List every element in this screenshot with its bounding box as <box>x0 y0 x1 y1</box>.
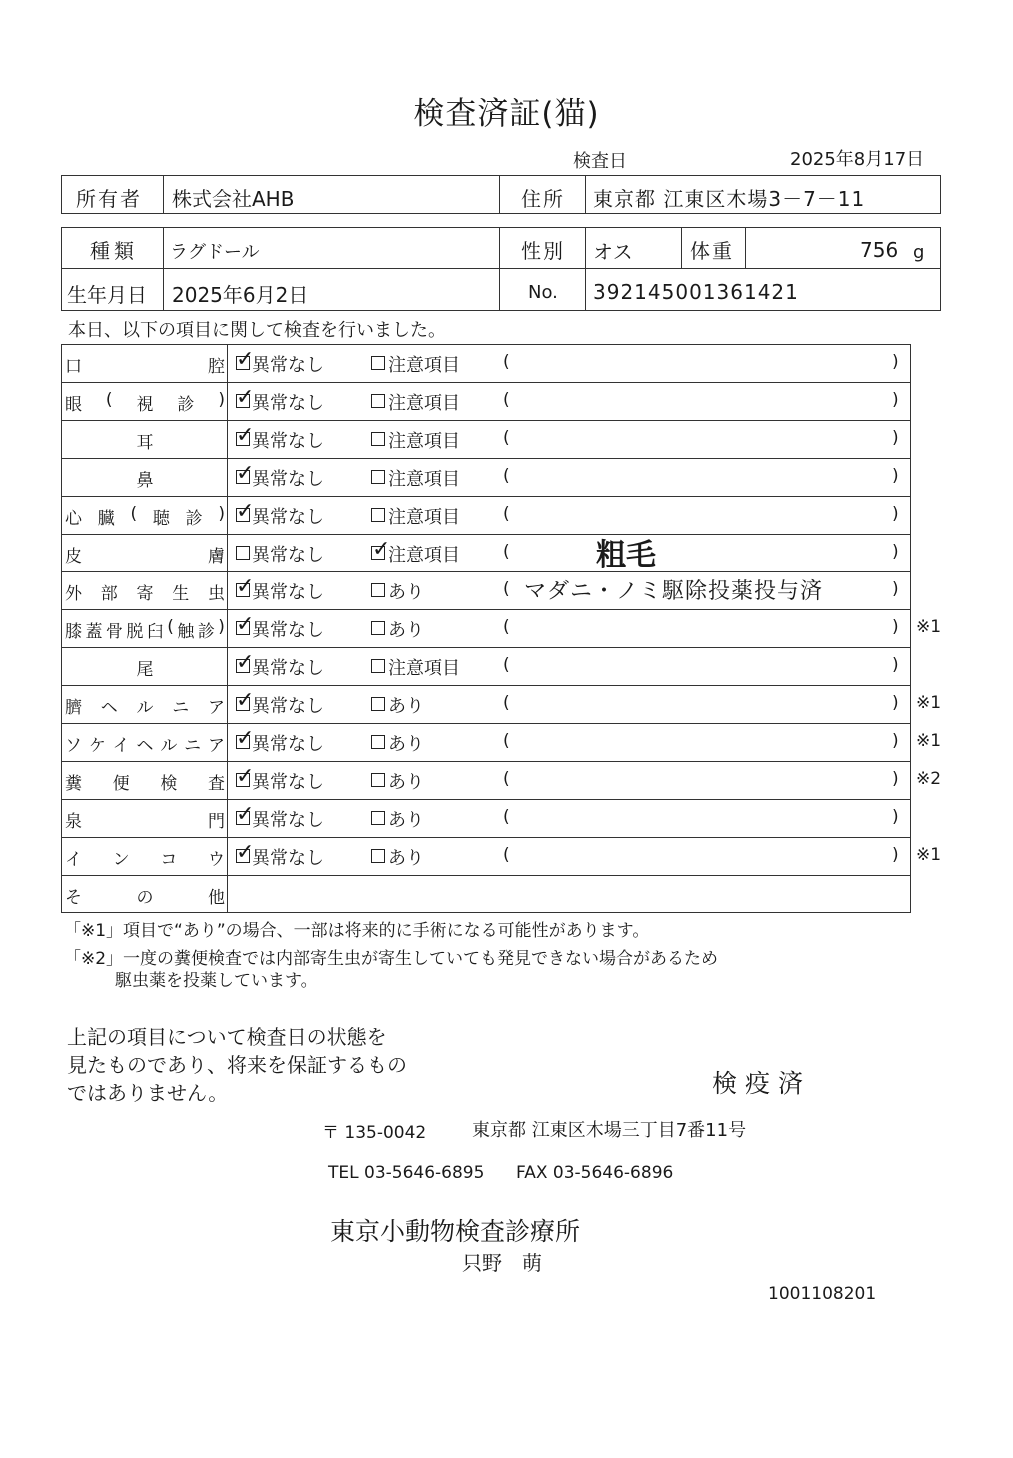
row-label <box>65 466 225 491</box>
paren-open: ( <box>503 465 510 486</box>
row-divider <box>61 420 911 421</box>
label-char: ル <box>160 736 178 756</box>
check-mark-icon: ✓ <box>236 612 255 638</box>
check-mark-icon: ✓ <box>236 763 255 789</box>
row-label-text: 鼻 <box>136 470 154 491</box>
row-divider <box>61 799 911 800</box>
check-mark-icon: ✓ <box>236 688 255 714</box>
label-char: 泉 <box>65 811 82 832</box>
ok-option-label: 異常なし <box>252 506 324 528</box>
label-char: ル <box>136 698 154 719</box>
label-char: ン <box>112 849 130 870</box>
disclaimer-line-3: ではありません。 <box>67 1081 229 1105</box>
label-char: 骨 <box>105 622 123 643</box>
label-char: 他 <box>208 887 225 908</box>
row-label-text <box>65 352 225 377</box>
row-label-text: 耳 <box>136 432 154 453</box>
label-char: ニ <box>172 698 190 719</box>
label-char: コ <box>160 849 178 870</box>
check-mark-icon: ✓ <box>236 574 255 600</box>
clinic-name: 東京小動物検査診療所 <box>330 1217 581 1246</box>
row-label-text <box>65 579 225 604</box>
check-mark-icon: ✓ <box>372 536 391 562</box>
label-char: 口 <box>65 357 82 377</box>
check-mark-icon: ✓ <box>236 650 255 676</box>
alt-option-label: あり <box>388 771 424 793</box>
paren-close: ) <box>892 541 899 562</box>
label-char: 触 <box>177 622 195 643</box>
quarantine-stamp: 検疫済 <box>712 1069 812 1098</box>
paren-close: ) <box>892 503 899 524</box>
label-char: 臼 <box>146 622 164 643</box>
row-label-text <box>65 390 225 415</box>
ok-option-label: 異常なし <box>252 696 324 718</box>
row-divider <box>61 761 911 762</box>
row-divider <box>61 875 911 876</box>
footnote-mark: ※1 <box>916 731 942 751</box>
label-char: ) <box>218 503 225 524</box>
breed-value: ラグドール <box>170 242 260 263</box>
label-char: 診 <box>185 508 203 529</box>
sex-value: オス <box>593 240 633 264</box>
row-divider <box>61 723 911 724</box>
alt-checkbox[interactable] <box>371 583 385 597</box>
label-char: ソ <box>65 736 82 756</box>
owner-value: 株式会社AHB <box>172 187 295 211</box>
label-char: 部 <box>100 584 118 605</box>
fax: FAX 03-5646-6896 <box>516 1163 674 1183</box>
row-divider <box>61 609 911 610</box>
check-mark-icon: ✓ <box>236 839 255 865</box>
alt-checkbox[interactable] <box>371 432 385 446</box>
alt-checkbox[interactable] <box>371 849 385 863</box>
paren-close: ) <box>892 655 899 676</box>
label-char: ニ <box>184 736 202 756</box>
label-char: イ <box>65 849 82 870</box>
paren-open: ( <box>503 806 510 827</box>
paren-close: ) <box>892 693 899 714</box>
ok-option-label: 異常なし <box>252 468 324 490</box>
footnote-mark: ※1 <box>916 617 942 638</box>
footnote-mark: ※1 <box>916 693 942 714</box>
paren-close: ) <box>892 617 899 638</box>
check-mark-icon: ✓ <box>236 498 255 524</box>
ok-option-label: 異常なし <box>252 809 324 831</box>
no-label: No. <box>528 282 558 303</box>
label-char: 外 <box>65 584 82 605</box>
divider <box>163 175 164 214</box>
row-label-text <box>65 504 225 529</box>
ok-option-label: 異常なし <box>252 658 324 680</box>
label-char: ) <box>218 389 225 410</box>
footnote-2-line-2: 駆虫薬を投薬しています。 <box>115 971 318 991</box>
sex-label: 性別 <box>521 239 565 263</box>
footnote-2-line-1: 「※2」一度の糞便検査では内部寄生虫が寄生していても発見できない場合があるため <box>64 949 719 969</box>
label-char: ( <box>130 503 138 524</box>
paren-open: ( <box>503 352 510 372</box>
paren-close: ) <box>892 768 899 789</box>
breed-label: 種類 <box>90 239 138 263</box>
alt-checkbox[interactable] <box>371 621 385 635</box>
row-divider <box>61 685 911 686</box>
alt-checkbox[interactable] <box>371 773 385 787</box>
row-divider <box>61 496 911 497</box>
paren-close: ) <box>892 731 899 751</box>
note-text: マダニ・ノミ駆除投薬投与済 <box>524 579 824 605</box>
label-char: 診 <box>197 622 215 643</box>
label-char: ヘ <box>100 698 118 719</box>
alt-option-label: 注意項目 <box>388 430 460 452</box>
postal-code: 〒 135-0042 <box>322 1123 427 1143</box>
label-char: 検 <box>160 773 178 794</box>
address-value: 東京都 江東区木場3－7－11 <box>593 187 866 211</box>
alt-option-label: あり <box>388 582 424 604</box>
ok-option-label: 異常なし <box>252 771 324 793</box>
birth-label: 生年月日 <box>67 283 147 307</box>
check-mark-icon: ✓ <box>236 384 255 410</box>
paren-open: ( <box>503 579 510 600</box>
alt-option-label: あり <box>388 696 424 718</box>
alt-checkbox[interactable] <box>371 470 385 484</box>
ok-option-label: 異常なし <box>252 392 324 414</box>
label-char: 臍 <box>65 698 82 719</box>
paren-open: ( <box>503 731 510 751</box>
doctor-name: 只野 萌 <box>462 1251 542 1275</box>
paren-close: ) <box>892 465 899 486</box>
footnote-mark: ※2 <box>916 768 942 789</box>
label-char: 診 <box>177 394 195 415</box>
tel: TEL 03-5646-6895 <box>328 1163 485 1183</box>
check-mark-icon: ✓ <box>236 726 255 751</box>
inspection-date: 2025年8月17日 <box>790 149 925 170</box>
page-title: 検査済証(猫) <box>413 96 600 132</box>
row-divider <box>61 534 911 535</box>
divider <box>499 175 500 214</box>
alt-option-label: あり <box>388 847 424 869</box>
label-char: 糞 <box>65 773 82 794</box>
label-char: 聴 <box>152 508 170 529</box>
ok-option-label: 異常なし <box>252 620 324 642</box>
intro-text: 本日、以下の項目に関して検査を行いました。 <box>68 320 446 341</box>
label-char: ) <box>218 617 225 638</box>
divider <box>585 175 586 214</box>
inspection-date-label: 検査日 <box>573 151 627 172</box>
alt-checkbox[interactable] <box>371 394 385 408</box>
divider <box>745 227 746 269</box>
alt-checkbox[interactable] <box>371 508 385 522</box>
alt-option-label: 注意項目 <box>388 658 460 680</box>
label-divider <box>227 344 228 913</box>
label-char: 査 <box>207 773 225 794</box>
row-label-text: 尾 <box>136 660 154 681</box>
row-label-text <box>65 883 225 908</box>
divider <box>681 227 682 269</box>
row-label-text <box>65 693 225 718</box>
divider <box>163 227 164 311</box>
footnote-1: 「※1」項目で“あり”の場合、一部は将来的に手術になる可能性があります。 <box>64 921 650 941</box>
alt-option-label: 注意項目 <box>388 506 460 528</box>
weight-unit: g <box>913 242 925 263</box>
label-char: 便 <box>112 773 130 794</box>
birth-value: 2025年6月2日 <box>172 283 309 307</box>
ok-checkbox[interactable] <box>236 546 250 560</box>
owner-label: 所有者 <box>76 187 142 211</box>
paren-open: ( <box>503 768 510 789</box>
row-divider <box>61 458 911 459</box>
alt-checkbox[interactable] <box>371 811 385 825</box>
paren-open: ( <box>503 844 510 865</box>
label-char: そ <box>65 887 82 908</box>
label-char: 脱 <box>126 622 144 643</box>
label-char: イ <box>112 736 130 756</box>
ok-option-label: 異常なし <box>252 544 324 566</box>
paren-close: ) <box>892 352 899 372</box>
alt-checkbox[interactable] <box>371 735 385 749</box>
label-char: ヘ <box>136 736 154 756</box>
label-char: 寄 <box>136 584 154 605</box>
paren-close: ) <box>892 844 899 865</box>
paren-open: ( <box>503 541 510 562</box>
check-mark-icon: ✓ <box>236 422 255 448</box>
weight-value: 756 <box>860 238 899 262</box>
label-char: 心 <box>65 508 82 529</box>
row-label <box>65 428 225 453</box>
no-value: 392145001361421 <box>593 280 799 304</box>
row-divider <box>61 382 911 383</box>
label-char: の <box>136 887 154 908</box>
row-label-text <box>65 731 225 756</box>
divider <box>499 227 500 311</box>
label-char: 虫 <box>208 584 225 605</box>
label-char: 膚 <box>208 546 225 567</box>
label-char: 皮 <box>65 546 82 567</box>
label-char: ( <box>105 389 113 410</box>
label-char: 眼 <box>65 394 82 415</box>
alt-option-label: 注意項目 <box>388 544 460 566</box>
footnote-mark: ※1 <box>916 844 942 865</box>
row-divider <box>61 837 911 838</box>
label-char: ア <box>208 698 225 719</box>
paren-open: ( <box>503 503 510 524</box>
handwritten-note: 粗毛 <box>596 537 656 573</box>
paren-close: ) <box>892 579 899 600</box>
paren-close: ) <box>892 389 899 410</box>
row-divider <box>61 647 911 648</box>
paren-close: ) <box>892 806 899 827</box>
row-divider <box>61 571 911 572</box>
paren-open: ( <box>503 389 510 410</box>
document-number: 1001108201 <box>768 1284 877 1304</box>
label-char: 蓋 <box>85 622 103 643</box>
label-char: 膝 <box>65 622 82 643</box>
check-mark-icon: ✓ <box>236 460 255 486</box>
check-mark-icon: ✓ <box>236 801 255 827</box>
paren-open: ( <box>503 617 510 638</box>
alt-checkbox[interactable] <box>371 659 385 673</box>
weight-label: 体重 <box>690 239 734 263</box>
row-label <box>65 655 225 680</box>
row-label-text <box>65 845 225 870</box>
ok-option-label: 異常なし <box>252 430 324 452</box>
label-char: 腔 <box>208 357 225 377</box>
row-label-text <box>65 617 225 642</box>
alt-option-label: あり <box>388 809 424 831</box>
paren-close: ) <box>892 427 899 448</box>
ok-option-label: 異常なし <box>252 734 324 755</box>
row-label-text <box>65 769 225 794</box>
check-mark-icon: ✓ <box>236 347 255 372</box>
paren-open: ( <box>503 427 510 448</box>
ok-option-label: 異常なし <box>252 582 324 604</box>
label-char: 生 <box>172 584 190 605</box>
divider <box>585 227 586 311</box>
ok-option-label: 異常なし <box>252 847 324 869</box>
label-char: 視 <box>136 394 154 415</box>
label-char: ア <box>207 736 225 756</box>
paren-open: ( <box>503 693 510 714</box>
label-char: ケ <box>88 736 106 756</box>
disclaimer-line-2: 見たものであり、将来を保証するもの <box>67 1053 407 1077</box>
alt-checkbox[interactable] <box>371 356 385 370</box>
row-label-text <box>65 542 225 567</box>
paren-open: ( <box>503 655 510 676</box>
alt-option-label: 注意項目 <box>388 468 460 490</box>
address-label: 住所 <box>521 187 565 211</box>
alt-option-label: あり <box>388 620 424 642</box>
alt-option-label: あり <box>388 734 424 755</box>
disclaimer-line-1: 上記の項目について検査日の状態を <box>67 1025 387 1049</box>
label-char: ( <box>167 617 174 638</box>
row-label-text <box>65 807 225 832</box>
alt-checkbox[interactable] <box>371 697 385 711</box>
alt-option-label: 注意項目 <box>388 355 460 376</box>
label-char: 門 <box>208 811 225 832</box>
clinic-address: 東京都 江東区木場三丁目7番11号 <box>472 1120 747 1141</box>
label-char: 臓 <box>97 508 115 529</box>
divider <box>61 268 941 269</box>
ok-option-label: 異常なし <box>252 355 324 376</box>
label-char: ウ <box>207 849 225 870</box>
alt-option-label: 注意項目 <box>388 392 460 414</box>
